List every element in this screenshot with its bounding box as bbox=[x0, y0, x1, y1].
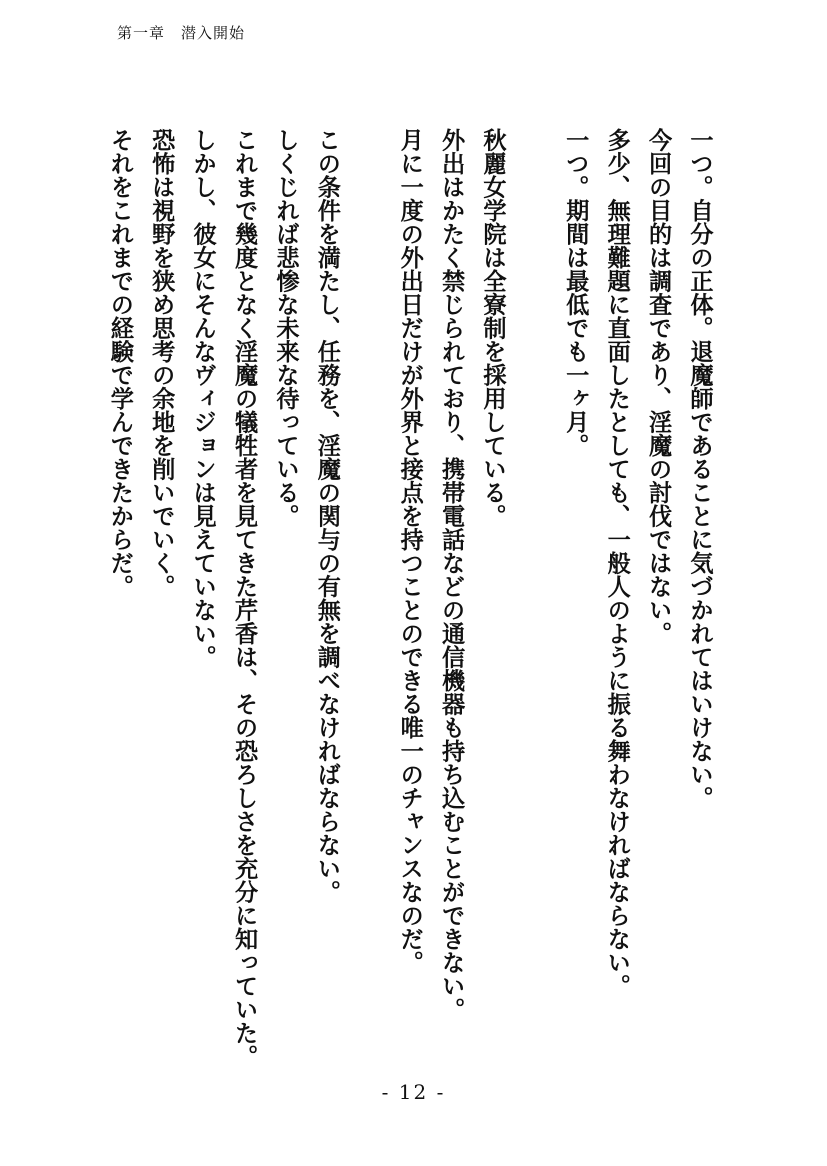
paragraph-break bbox=[347, 128, 388, 1028]
chapter-header: 第一章 潜入開始 bbox=[117, 24, 246, 42]
text-line: 恐怖は視野を狭め思考の余地を削いでいく。 bbox=[147, 128, 175, 598]
text-line: 今回の目的は調査であり、淫魔の討伐ではない。 bbox=[644, 128, 672, 645]
page-number: - 12 - bbox=[381, 1080, 446, 1104]
text-line: しくじれば悲惨な未来な待っている。 bbox=[271, 128, 299, 528]
vertical-body-text bbox=[100, 128, 720, 1068]
text-line: 秋麗女学院は全寮制を採用している。 bbox=[478, 128, 506, 528]
text-line: この条件を満たし、任務を、淫魔の関与の有無を調べなければならない。 bbox=[313, 128, 341, 904]
text-line: しかし、彼女にそんなヴィジョンは見えていない。 bbox=[189, 128, 217, 669]
text-line: 一つ。期間は最低でも一ヶ月。 bbox=[561, 128, 589, 457]
text-line: 外出はかたく禁じられており、携帯電話などの通信機器も持ち込むことができない。 bbox=[437, 128, 465, 1021]
text-line: 多少、無理難題に直面したとしても、一般人のように振る舞わなければならない。 bbox=[603, 128, 631, 998]
text-line: 月に一度の外出日だけが外界と接点を持つことのできる唯一のチャンスなのだ。 bbox=[396, 128, 424, 974]
text-line: 一つ。自分の正体。退魔師であることに気づかれてはいけない。 bbox=[686, 128, 713, 810]
text-line: それをこれまでの経験で学んできたからだ。 bbox=[106, 128, 134, 598]
text-line: これまで幾度となく淫魔の犠牲者を見てきた芹香は、その恐ろしさを充分に知っていた。 bbox=[230, 128, 258, 1068]
paragraph-break bbox=[513, 128, 554, 1028]
